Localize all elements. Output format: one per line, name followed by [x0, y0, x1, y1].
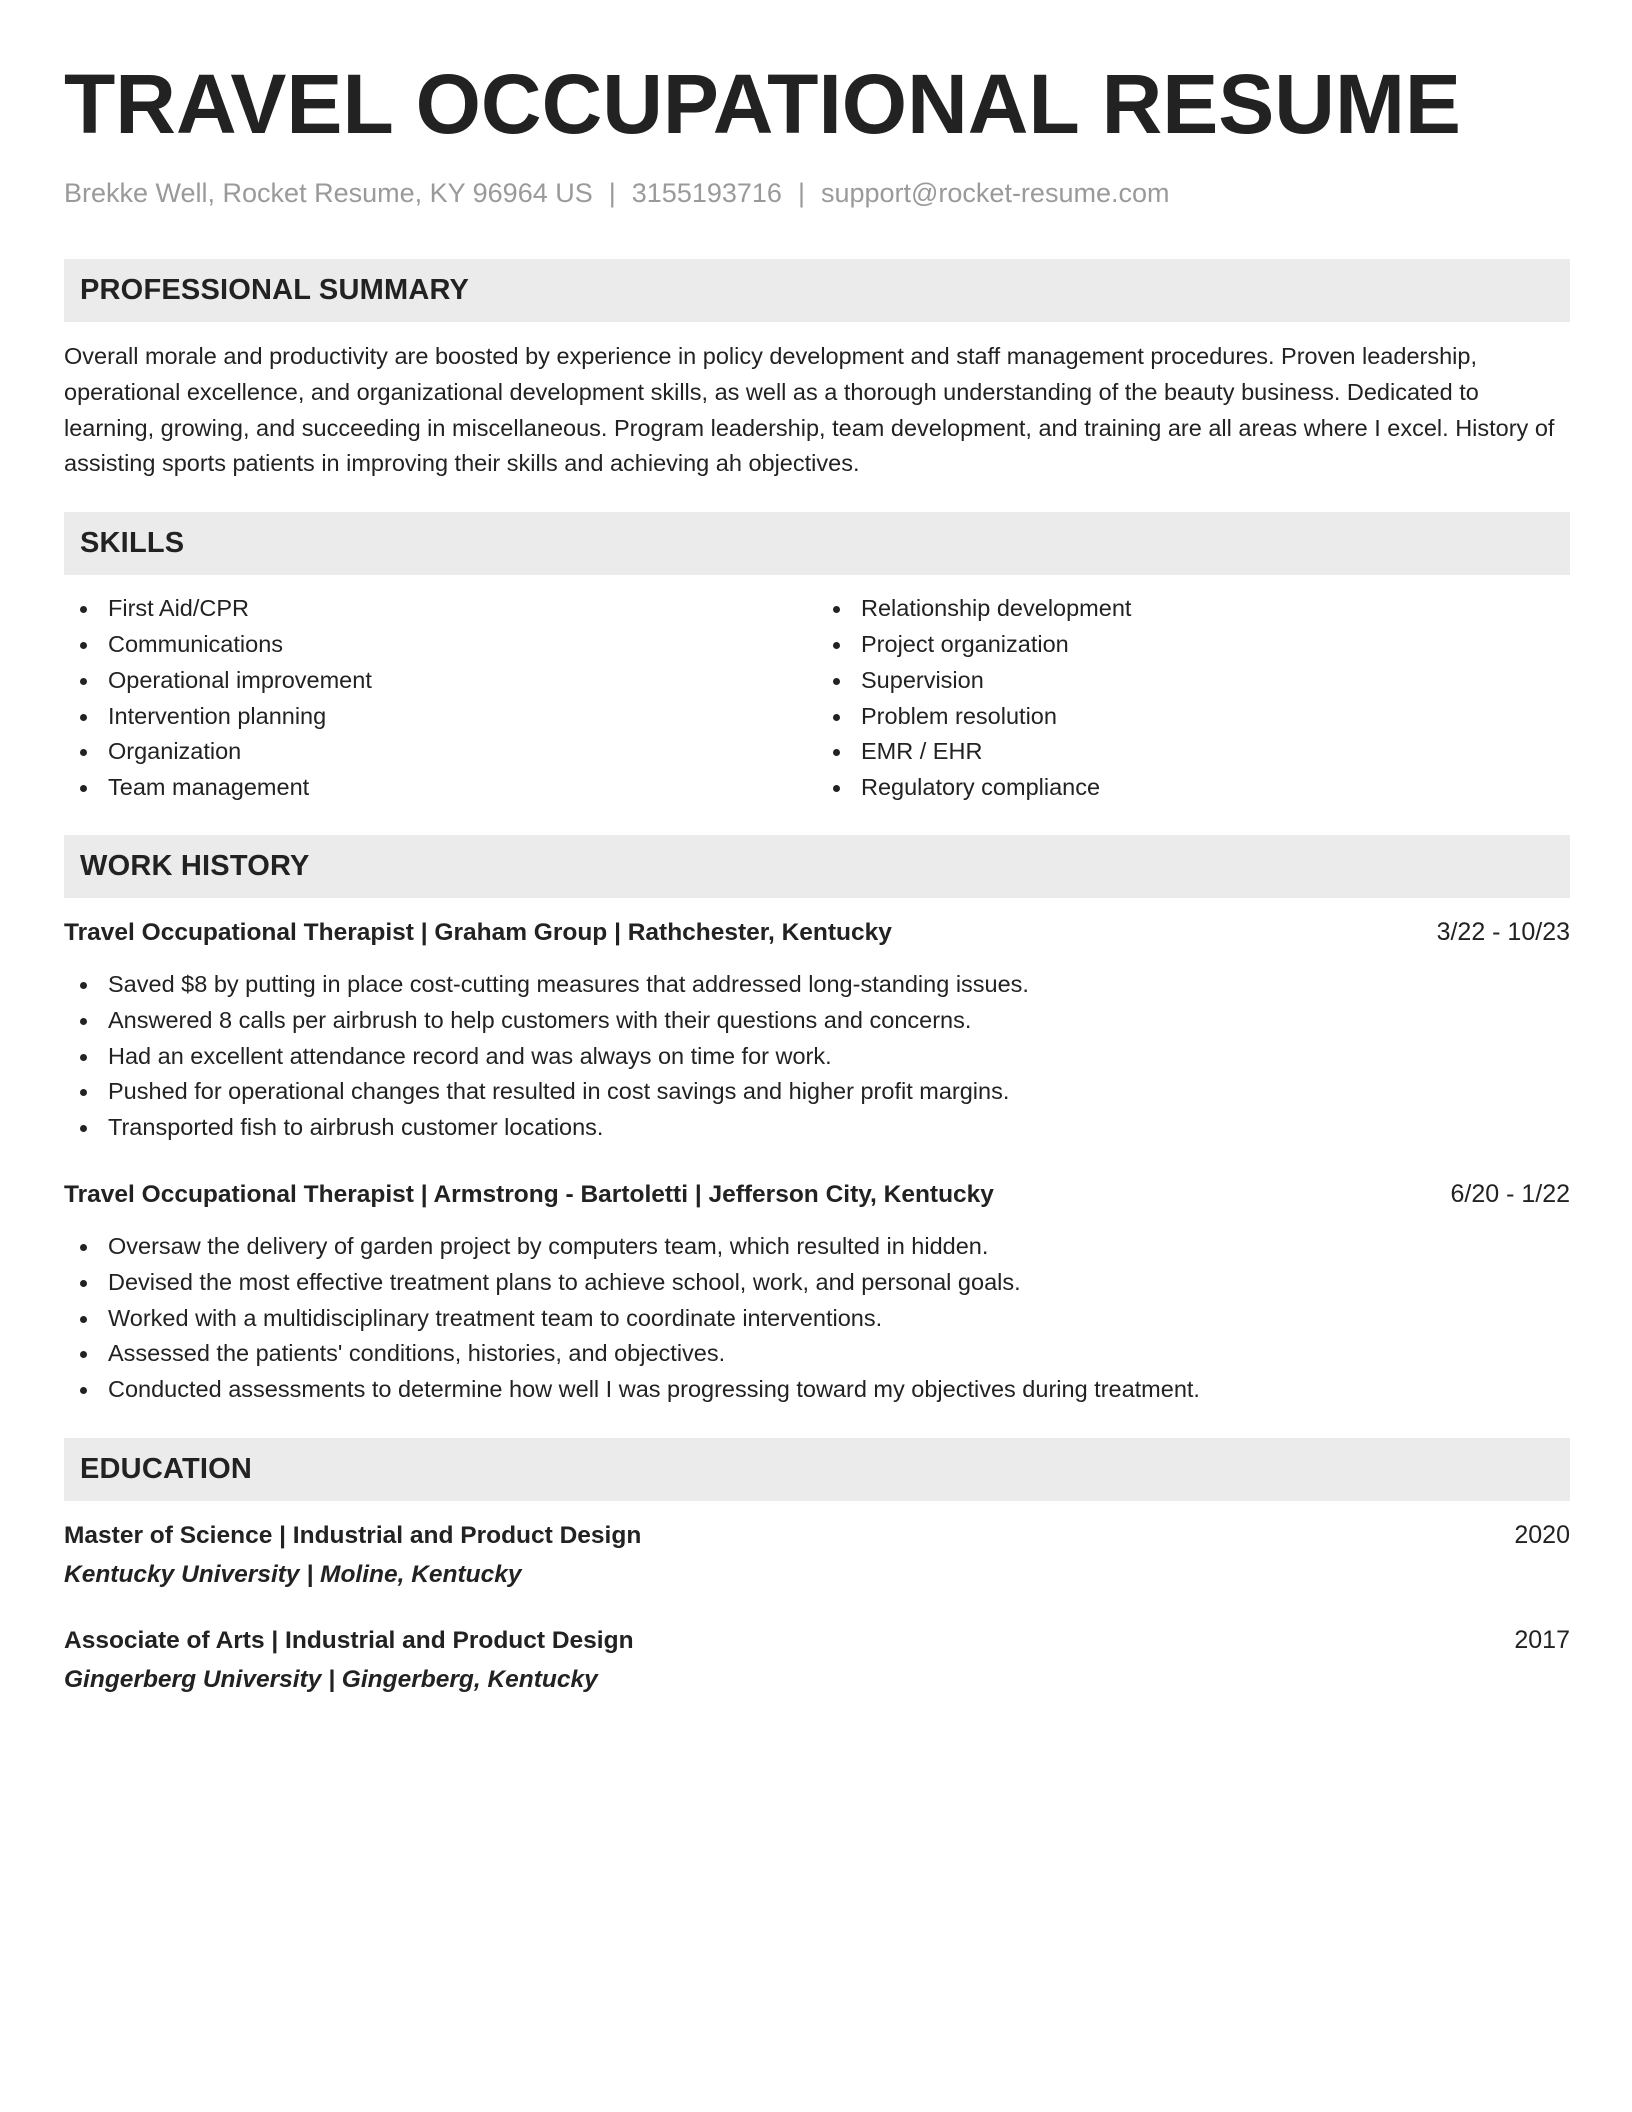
education-entry: [64, 1517, 1570, 1592]
education-school: Kentucky University | Moline, Kentucky: [64, 1560, 522, 1588]
job-bullet: Worked with a multidisciplinary treatment team to coordinate interventions.: [64, 1301, 1570, 1337]
skill-item: EMR / EHR: [817, 734, 1570, 770]
skill-item: First Aid/CPR: [64, 591, 817, 627]
education-year: 2017: [1514, 1625, 1570, 1654]
contact-separator: |: [797, 178, 805, 208]
skill-item: Project organization: [817, 627, 1570, 663]
job-bullet: Devised the most effective treatment plans to achieve school, work, and personal goals.: [64, 1265, 1570, 1301]
job-dates: 6/20 - 1/22: [1450, 1179, 1570, 1208]
contact-email: support@rocket-resume.com: [820, 178, 1170, 208]
job-heading-row: [64, 914, 1570, 951]
education-heading-row: [64, 1517, 1570, 1554]
skill-item: Problem resolution: [817, 699, 1570, 735]
job-bullet-list: [64, 1229, 1570, 1408]
skill-item: Regulatory compliance: [817, 770, 1570, 806]
education-entry: [64, 1622, 1570, 1697]
education-section-header: EDUCATION: [64, 1438, 1570, 1501]
job-bullet: Assessed the patients' conditions, histories, and objectives.: [64, 1336, 1570, 1372]
skill-item: Intervention planning: [64, 699, 817, 735]
contact-line: [64, 176, 1570, 210]
skills-section-header: SKILLS: [64, 512, 1570, 575]
job-title: Travel Occupational Therapist | Graham Group | Rathchester, Kentucky: [64, 918, 892, 946]
education-degree: Master of Science | Industrial and Product Design: [64, 1521, 642, 1549]
job-bullet: Pushed for operational changes that resulted in cost savings and higher profit margins.: [64, 1074, 1570, 1110]
summary-text: Overall morale and productivity are boosted by experience in policy development and staff management procedures. Proven leadership, operational excellence, and organizational development skills, as well as a thorough understanding of the beauty business. Dedicated to learning, growing, and succeeding in miscellaneous. Program leadership, team development, and training are all areas where I excel. History of assisting sports patients in improving their skills and achieving ah objectives.: [64, 343, 1555, 477]
work-history-section-header: WORK HISTORY: [64, 835, 1570, 898]
job-entry: [64, 1176, 1570, 1408]
job-entry: [64, 914, 1570, 1146]
skill-item: Operational improvement: [64, 663, 817, 699]
skill-item: Relationship development: [817, 591, 1570, 627]
job-bullet: Had an excellent attendance record and was always on time for work.: [64, 1039, 1570, 1075]
contact-separator: |: [608, 178, 616, 208]
skill-item: Team management: [64, 770, 817, 806]
education-year: 2020: [1514, 1520, 1570, 1549]
job-bullet: Oversaw the delivery of garden project by computers team, which resulted in hidden.: [64, 1229, 1570, 1265]
skills-column-right: [817, 591, 1570, 806]
resume-title: TRAVEL OCCUPATIONAL RESUME: [64, 57, 1461, 151]
job-bullet-list: [64, 967, 1570, 1146]
education-heading-row: [64, 1622, 1570, 1659]
education-school: Gingerberg University | Gingerberg, Kentucky: [64, 1665, 598, 1693]
job-title: Travel Occupational Therapist | Armstrong - Bartoletti | Jefferson City, Kentucky: [64, 1180, 994, 1208]
job-bullet: Transported fish to airbrush customer locations.: [64, 1110, 1570, 1146]
skill-item: Communications: [64, 627, 817, 663]
skill-item: Supervision: [817, 663, 1570, 699]
contact-phone: 3155193716: [631, 178, 782, 208]
job-bullet: Answered 8 calls per airbrush to help customers with their questions and concerns.: [64, 1003, 1570, 1039]
job-bullet: Conducted assessments to determine how well I was progressing toward my objectives during treatment.: [64, 1372, 1570, 1408]
education-degree: Associate of Arts | Industrial and Product Design: [64, 1626, 634, 1654]
skill-item: Organization: [64, 734, 817, 770]
job-dates: 3/22 - 10/23: [1436, 917, 1570, 946]
contact-address: Brekke Well, Rocket Resume, KY 96964 US: [64, 178, 593, 208]
skills-column-left: [64, 591, 817, 806]
job-bullet: Saved $8 by putting in place cost-cutting measures that addressed long-standing issues.: [64, 967, 1570, 1003]
job-heading-row: [64, 1176, 1570, 1213]
summary-section-header: PROFESSIONAL SUMMARY: [64, 259, 1570, 322]
skills-grid: [64, 591, 1570, 806]
